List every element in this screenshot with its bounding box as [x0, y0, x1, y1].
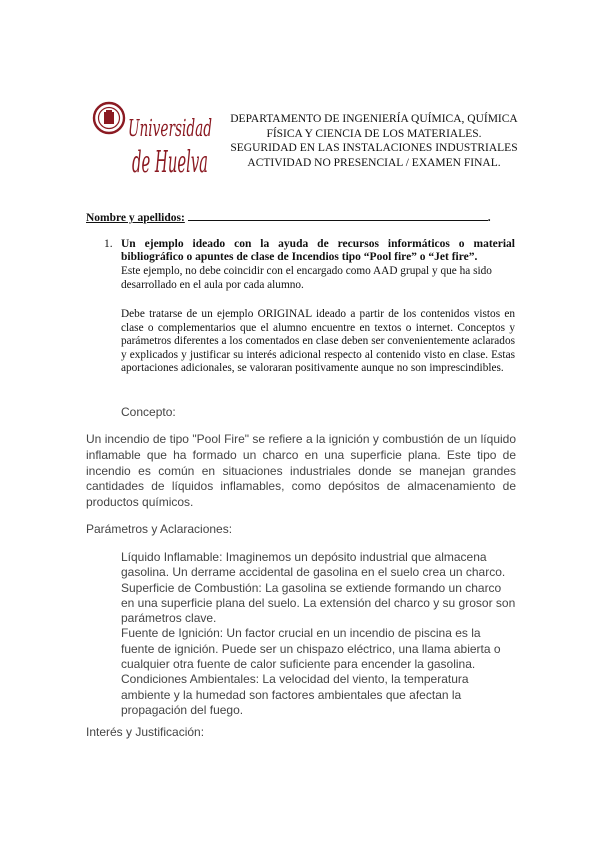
university-logo-icon [92, 96, 214, 182]
logo-text-line-1: Universidad [128, 116, 212, 142]
logo-text-line-2: de Huelva [132, 145, 208, 180]
parametros-heading: Parámetros y Aclaraciones: [86, 522, 233, 536]
department-line: FÍSICA Y CIENCIA DE LOS MATERIALES. [266, 127, 482, 140]
name-field-blank[interactable] [188, 210, 488, 221]
department-header [226, 112, 522, 170]
name-field [86, 210, 506, 224]
concepto-heading: Concepto: [121, 405, 176, 419]
question-title: Un ejemplo ideado con la ayuda de recursos informáticos o material bibliográfico o apuntes de clase de Incendios tipo “Pool fire” o “Jet fire”. [121, 238, 515, 263]
interes-heading: Interés y Justificación: [86, 725, 205, 739]
parametro-item: Condiciones Ambientales: La velocidad del viento, la temperatura ambiente y la humedad son factores ambientales que afectan la propagación del fuego. [121, 672, 469, 717]
name-field-terminator: . [487, 212, 491, 224]
parametro-item: Fuente de Ignición: Un factor crucial en un incendio de piscina es la fuente de ignición. Puede ser un chispazo eléctrico, una llama abierta o cualquier otra fuente de calor suficiente para encender la gasolina. [121, 626, 501, 672]
parametro-item: Líquido Inflamable: Imaginemos un depósito industrial que almacena gasolina. Un derrame accidental de gasolina en el suelo crea un charco. [121, 550, 506, 580]
question-number: 1. [104, 238, 113, 250]
department-line: ACTIVIDAD NO PRESENCIAL / EXAMEN FINAL. [247, 156, 501, 169]
question-subtitle: Este ejemplo, no debe coincidir con el encargado como AAD grupal y que ha sido desarrollado en el aula por cada alumno. [121, 265, 492, 291]
department-line: SEGURIDAD EN LAS INSTALACIONES INDUSTRIALES [230, 142, 518, 154]
concepto-paragraph: Un incendio de tipo "Pool Fire" se refiere a la ignición y combustión de un líquido inflamable que ha formado un charco en una superficie plana. Este tipo de incendio es común en situaciones industriales donde se manejan grandes cantidades de líquidos inflamables, como depósitos de almacenamiento de productos químicos. [86, 432, 516, 510]
name-field-label: Nombre y apellidos: [86, 212, 185, 224]
university-logo [92, 96, 214, 182]
question-instructions: Debe tratarse de un ejemplo ORIGINAL ideado a partir de los contenidos vistos en clase o complementarios que el alumno encuentre en textos o internet. Conceptos y parámetros diferentes a los comentados en clase deben ser convenientemente aclarados y explicados y justificar su interés adicional respecto al contenido visto en clase. Estas aportaciones adicionales, se valoraran positivamente aunque no son imprescindibles. [121, 308, 515, 374]
parametros-list [121, 550, 516, 718]
parametro-item: Superficie de Combustión: La gasolina se extiende formando un charco en una superficie plana del suelo. La extensión del charco y su grosor son parámetros clave. [121, 580, 516, 626]
department-line: DEPARTAMENTO DE INGENIERÍA QUÍMICA, QUÍMICA [230, 113, 518, 125]
